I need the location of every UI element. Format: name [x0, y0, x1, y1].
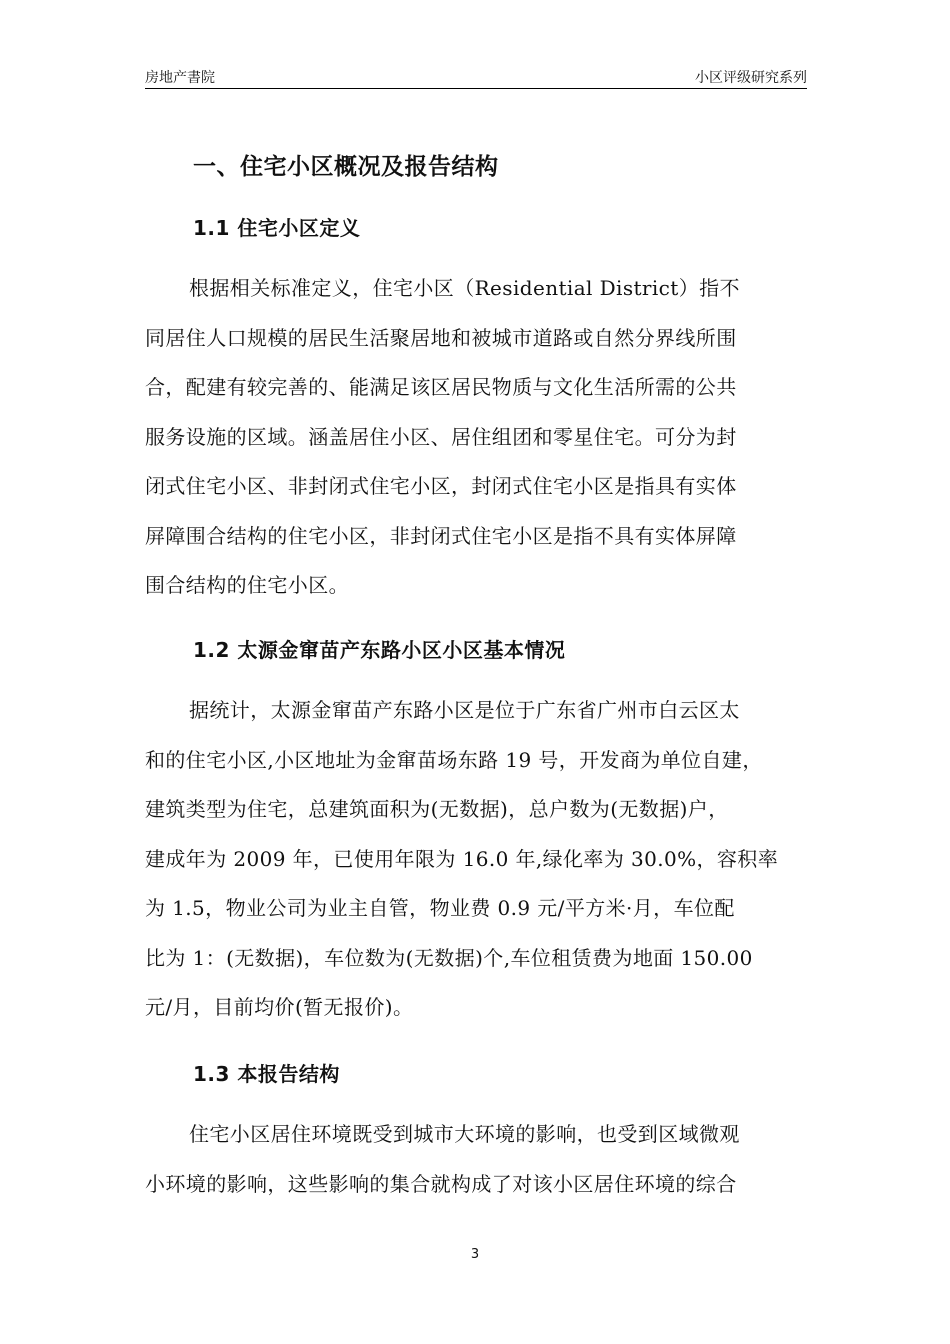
paragraph-line: 比为 1：(无数据)，车位数为(无数据)个,车位租赁费为地面 150.00	[145, 945, 753, 970]
paragraph-line: 元/月，目前均价(暂无报价)。	[145, 995, 414, 1019]
heading-1-1: 1.1 住宅小区定义	[193, 216, 361, 240]
paragraph-line: 闭式住宅小区、非封闭式住宅小区，封闭式住宅小区是指具有实体	[145, 474, 737, 498]
paragraph-1-1	[145, 264, 807, 611]
heading-1-2: 1.2 太源金窜苗产东路小区小区基本情况	[193, 638, 566, 662]
section-title: 一、住宅小区概况及报告结构	[193, 154, 499, 180]
paragraph-line: 据统计，太源金窜苗产东路小区是位于广东省广州市白云区太	[189, 698, 740, 722]
heading-1-3: 1.3 本报告结构	[193, 1062, 340, 1086]
paragraph-line: 屏障围合结构的住宅小区，非封闭式住宅小区是指不具有实体屏障	[145, 523, 737, 548]
paragraph-line: 服务设施的区域。涵盖居住小区、居住组团和零星住宅。可分为封	[145, 424, 737, 449]
paragraph-line: 为 1.5，物业公司为业主自管，物业费 0.9 元/平方米·月，车位配	[145, 896, 735, 920]
page-header	[145, 66, 807, 89]
paragraph-line: 围合结构的住宅小区。	[145, 573, 349, 597]
paragraph-line: 小环境的影响，这些影响的集合就构成了对该小区居住环境的综合	[145, 1171, 737, 1196]
paragraph-line: 根据相关标准定义，住宅小区（Residential District）指不	[189, 276, 740, 300]
paragraph-line: 建成年为 2009 年，已使用年限为 16.0 年,绿化率为 30.0%，容积率	[145, 846, 779, 871]
paragraph-line: 住宅小区居住环境既受到城市大环境的影响，也受到区域微观	[189, 1122, 740, 1146]
paragraph-line: 和的住宅小区,小区地址为金窜苗场东路 19 号，开发商为单位自建，	[145, 747, 763, 772]
page-number: 3	[470, 1247, 480, 1262]
paragraph-line: 合，配建有较完善的、能满足该区居民物质与文化生活所需的公共	[145, 375, 737, 399]
paragraph-line: 建筑类型为住宅，总建筑面积为(无数据)，总户数为(无数据)户，	[145, 797, 729, 821]
header-publisher: 房地产書院	[145, 70, 215, 86]
paragraph-line: 同居住人口规模的居民生活聚居地和被城市道路或自然分界线所围	[145, 325, 737, 350]
paragraph-1-3	[145, 1110, 807, 1209]
paragraph-1-2	[145, 686, 807, 1033]
header-series: 小区评级研究系列	[695, 70, 807, 86]
